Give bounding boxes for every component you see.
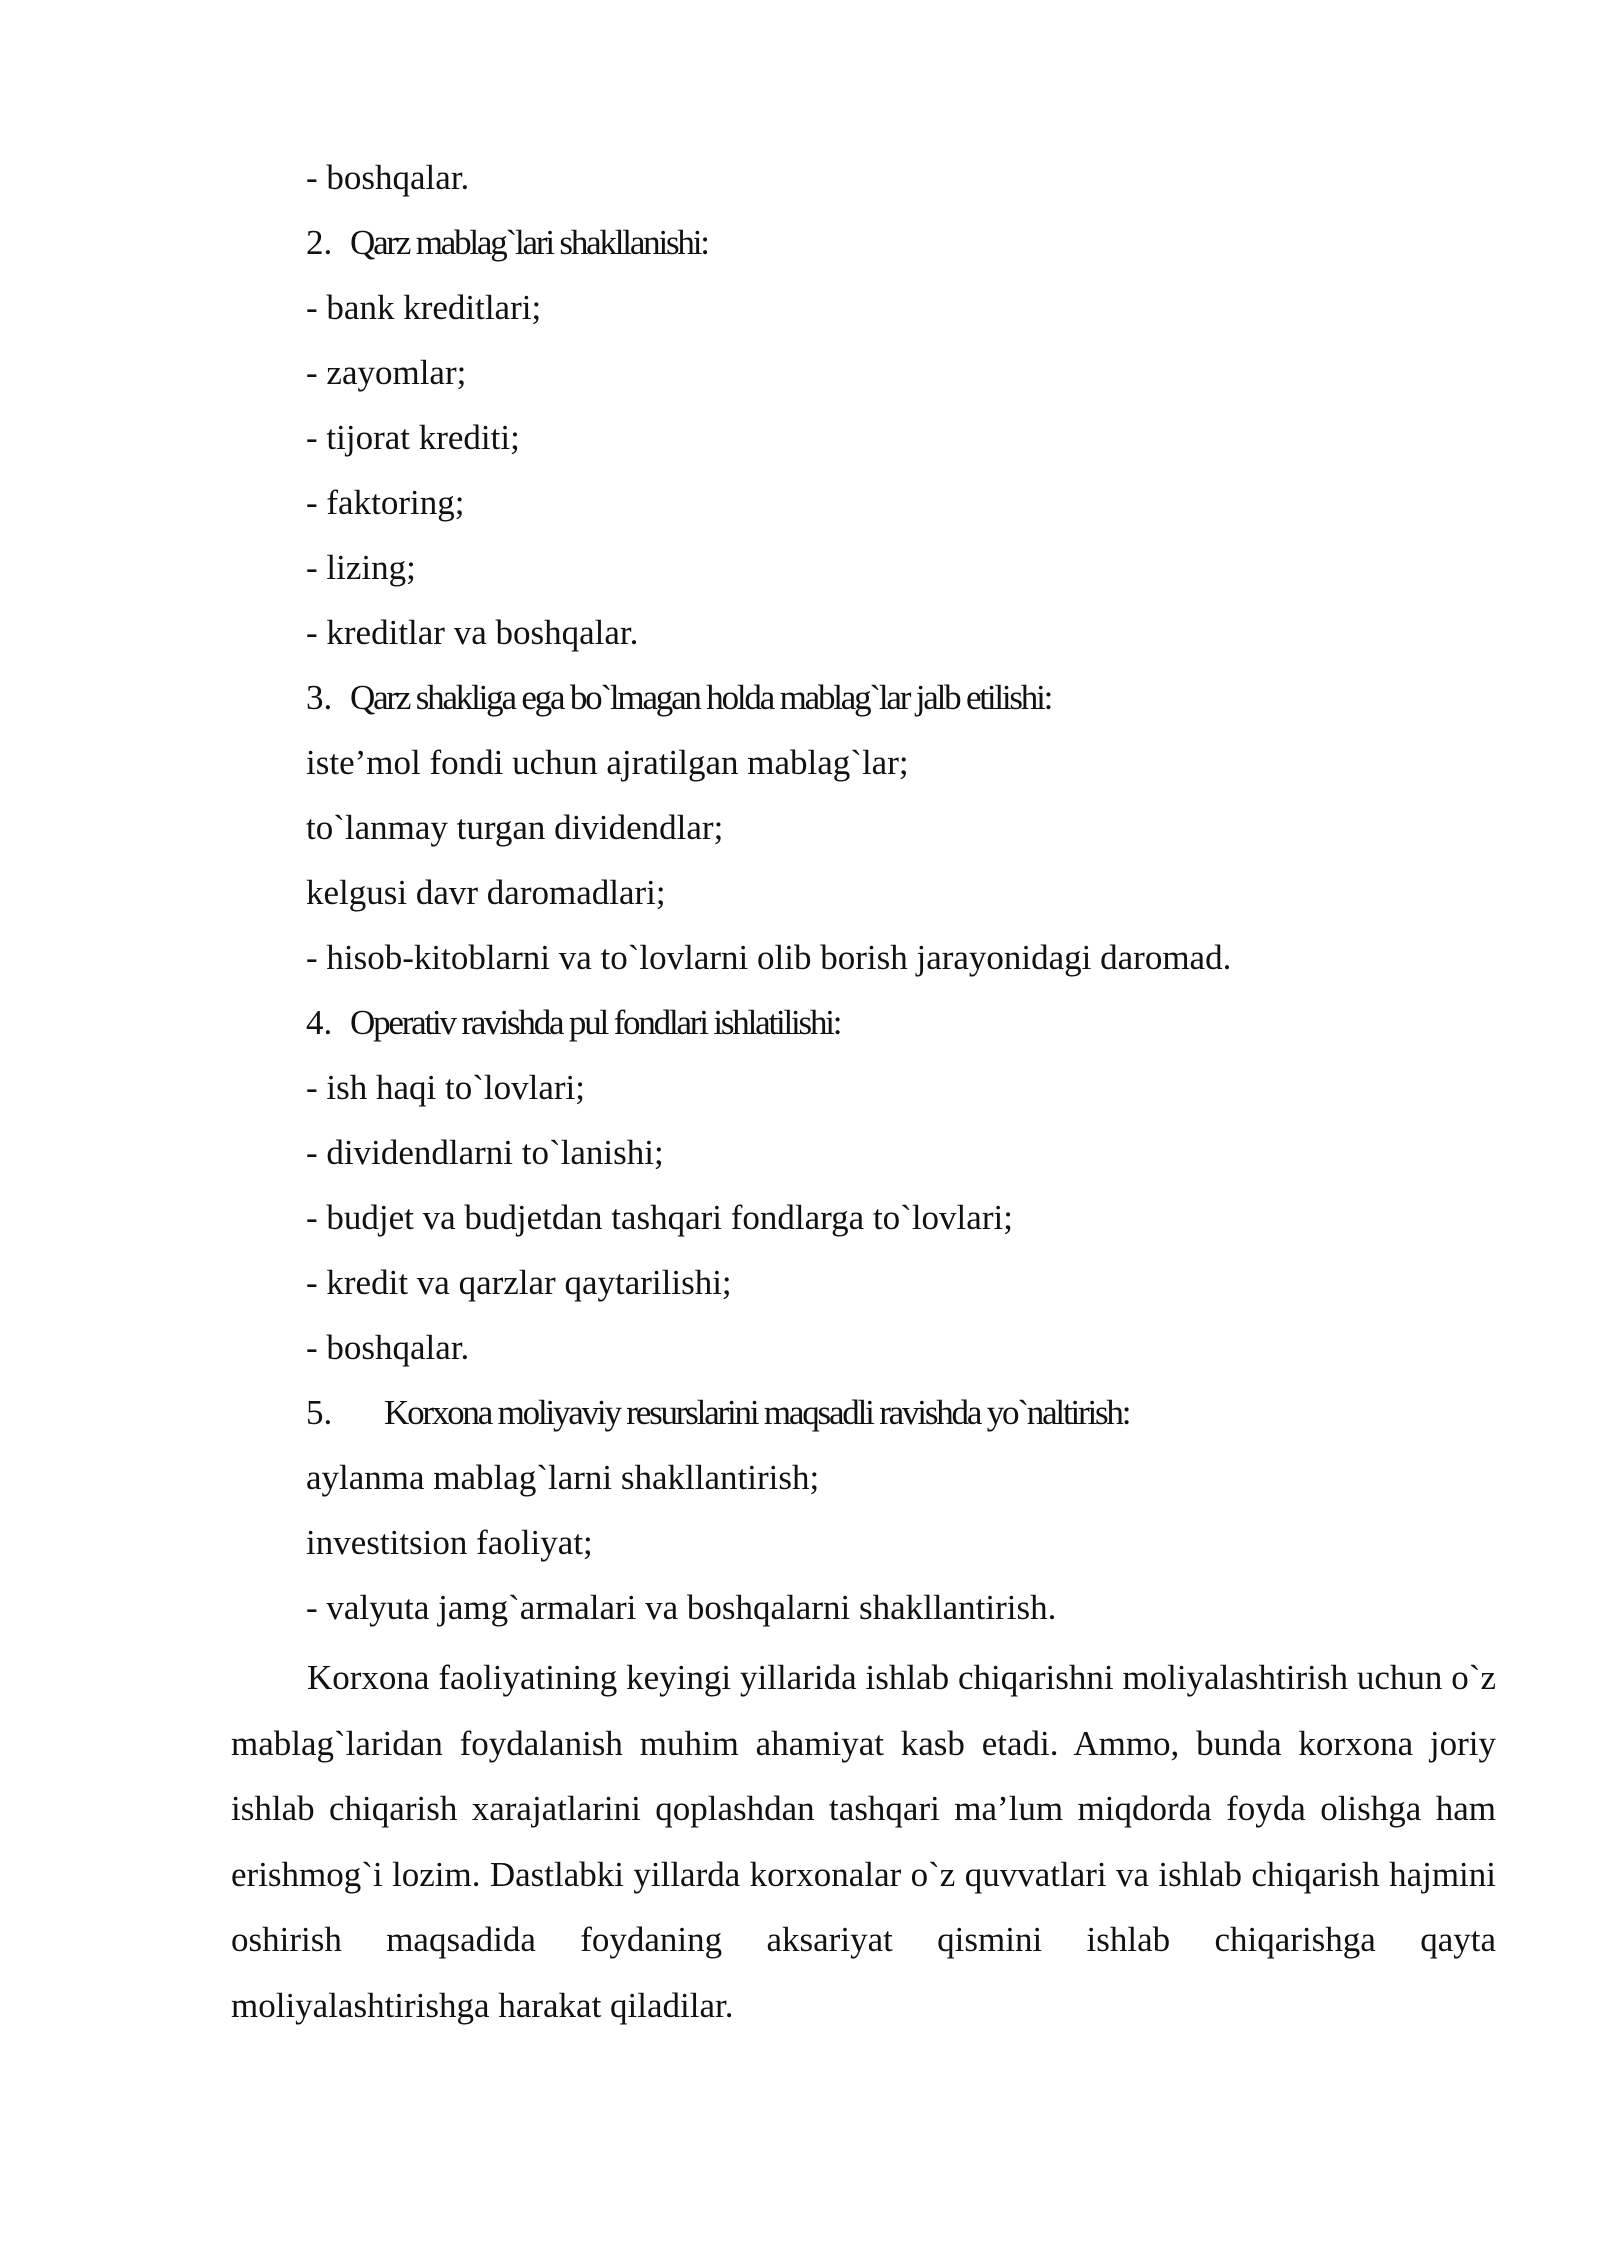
- section-heading-3: [306, 675, 1051, 720]
- list-item: - hisob-kitoblarni va to`lovlarni olib borish jarayonidagi daromad.: [306, 938, 1232, 977]
- list-item: - boshqalar.: [306, 1328, 470, 1367]
- list-item: - boshqalar.: [306, 158, 470, 197]
- heading-text: Qarz shakliga ega bo`lmagan holda mablag`lar jalb etilishi:: [350, 678, 1052, 717]
- list-item: investitsion faoliyat;: [306, 1523, 593, 1562]
- list-item: aylanma mablag`larni shakllantirish;: [306, 1458, 820, 1497]
- section-heading-5: [306, 1390, 1129, 1435]
- heading-text: Korxona moliyaviy resurslarini maqsadli ravishda yo`naltirish:: [384, 1393, 1130, 1432]
- list-item: - budjet va budjetdan tashqari fondlarga to`lovlari;: [306, 1198, 1013, 1237]
- heading-number: 3.: [306, 678, 333, 717]
- list-item: - ish haqi to`lovlari;: [306, 1068, 585, 1107]
- section-heading-2: [306, 220, 708, 265]
- section-heading-4: [306, 1000, 840, 1045]
- heading-text: Qarz mablag`lari shakllanishi:: [350, 223, 708, 262]
- list-item: to`lanmay turgan dividendlar;: [306, 808, 724, 847]
- body-paragraph: Korxona faoliyatining keyingi yillarida ishlab chiqarishni moliyalashtirish uchun o`z mablag`laridan foydalanish muhim ahamiyat kasb etadi. Ammo, bunda korxona joriy ishlab chiqarish xarajatlarini qoplashdan tashqari ma’lum miqdorda foyda olishga ham erishmog`i lozim. Dastlabki yillarda korxonalar o`z quvvatlari va ishlab chiqarish hajmini oshirish maqsadida foydaning aksariyat qismini ishlab chiqarishga qayta moliyalashtirishga harakat qiladilar.: [231, 1658, 1496, 2025]
- list-item: - faktoring;: [306, 483, 465, 522]
- list-item: iste’mol fondi uchun ajratilgan mablag`lar;: [306, 743, 909, 782]
- list-item: kelgusi davr daromadlari;: [306, 873, 666, 912]
- list-item: - zayomlar;: [306, 353, 467, 392]
- heading-number: 5.: [306, 1393, 333, 1432]
- heading-number: 4.: [306, 1003, 333, 1042]
- list-item: - lizing;: [306, 548, 416, 587]
- list-item: - bank kreditlari;: [306, 288, 542, 327]
- list-item: - kreditlar va boshqalar.: [306, 613, 639, 652]
- list-item: - valyuta jamg`armalari va boshqalarni shakllantirish.: [306, 1588, 1057, 1627]
- heading-number: 2.: [306, 223, 333, 262]
- list-item: - kredit va qarzlar qaytarilishi;: [306, 1263, 732, 1302]
- list-item: - dividendlarni to`lanishi;: [306, 1133, 664, 1172]
- list-item: - tijorat krediti;: [306, 418, 520, 457]
- heading-text: Operativ ravishda pul fondlari ishlatilishi:: [350, 1003, 841, 1042]
